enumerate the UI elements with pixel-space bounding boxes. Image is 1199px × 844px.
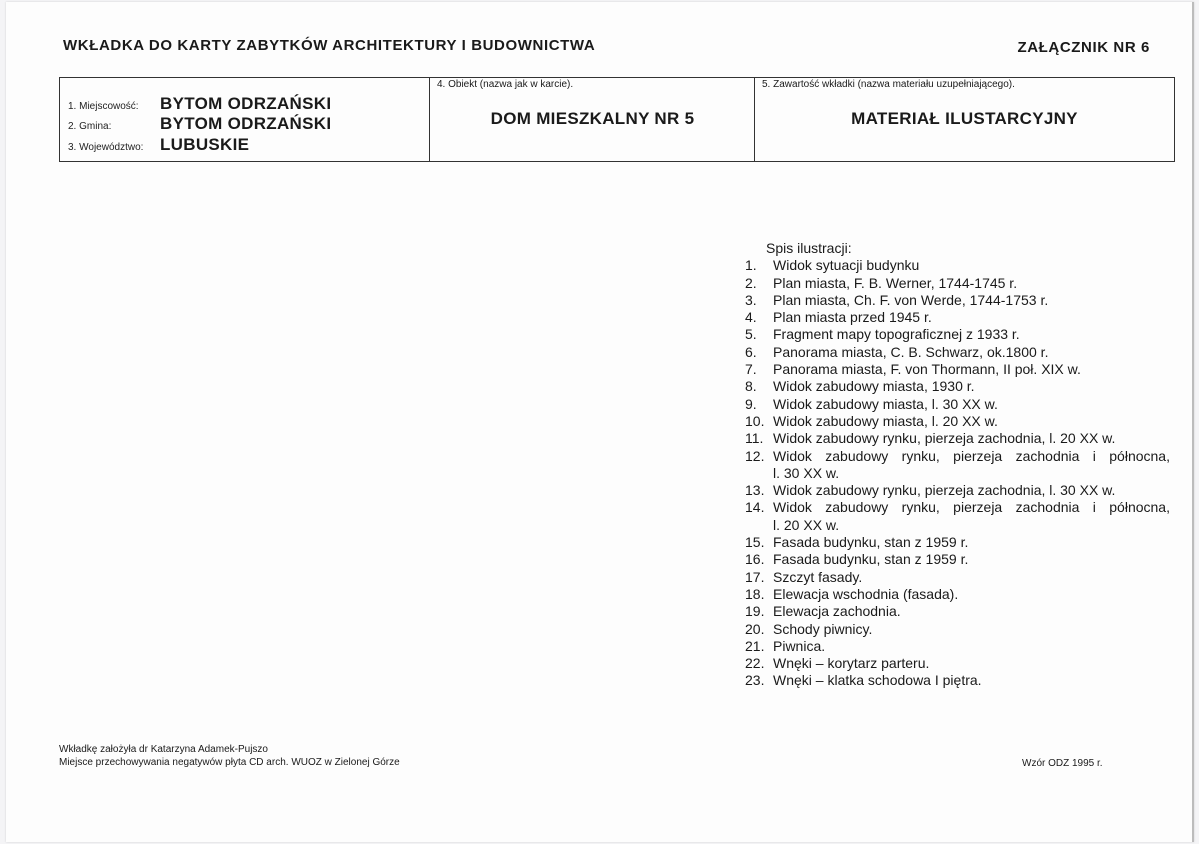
voivodeship-row (68, 135, 249, 155)
list-item (745, 448, 1170, 465)
list-item-text: Widok zabudowy miasta, 1930 r. (773, 378, 975, 395)
document-sheet (6, 2, 1194, 842)
document-title: WKŁADKA DO KARTY ZABYTKÓW ARCHITEKTURY I BUDOWNICTWA (63, 37, 596, 54)
locality-value: BYTOM ODRZAŃSKI (160, 94, 332, 113)
list-item (745, 551, 1170, 568)
list-item-number: 14. (745, 499, 765, 516)
list-item (745, 482, 1170, 499)
list-item (745, 655, 1170, 672)
list-item-number: 12. (745, 447, 765, 464)
commune-label: 2. Gmina: (68, 121, 112, 132)
illustrations-list (745, 240, 1170, 690)
annex-number: ZAŁĄCZNIK NR 6 (1017, 39, 1150, 56)
voivodeship-value: LUBUSKIE (160, 135, 250, 154)
list-item-text: Widok zabudowy rynku, pierzeja zachodnia, l. 30 XX w. (773, 482, 1116, 499)
list-item-text: Piwnica. (773, 637, 826, 654)
list-item-text: Wnęki – korytarz parteru. (773, 655, 930, 672)
list-item-text: Plan miasta przed 1945 r. (773, 309, 932, 326)
commune-value: BYTOM ODRZAŃSKI (160, 114, 332, 133)
list-item (745, 326, 1170, 343)
list-item-number: 1. (745, 257, 757, 274)
illustrations-heading: Spis ilustracji: (766, 240, 852, 256)
list-item-number: 13. (745, 482, 765, 499)
list-item-number: 7. (745, 361, 757, 378)
list-item-continuation: l. 20 XX w. (773, 516, 840, 533)
list-item-number: 8. (745, 378, 757, 395)
storage-note: Miejsce przechowywania negatywów płyta CD arch. WUOZ w Zielonej Górze (59, 757, 400, 768)
list-item-number: 21. (745, 637, 765, 654)
list-item (745, 292, 1170, 309)
list-item-text: Szczyt fasady. (773, 568, 863, 585)
voivodeship-label: 3. Województwo: (68, 142, 144, 153)
list-item-text: Elewacja wschodnia (fasada). (773, 585, 959, 602)
list-item (745, 621, 1170, 638)
list-item (745, 275, 1170, 292)
list-item-number: 6. (745, 343, 757, 360)
template-note: Wzór ODZ 1995 r. (1022, 758, 1103, 769)
list-item (745, 257, 1170, 274)
list-item-text: Widok sytuacji budynku (773, 257, 920, 274)
list-item-number: 19. (745, 603, 765, 620)
list-item-text: Elewacja zachodnia. (773, 603, 901, 620)
footer-notes (59, 743, 400, 769)
list-item-text: Panorama miasta, F. von Thormann, II poł. XIX w. (773, 361, 1081, 378)
object-cell (429, 78, 755, 161)
list-item-number: 5. (745, 326, 757, 343)
list-item-number: 17. (745, 568, 765, 585)
locality-label: 1. Miejscowość: (68, 101, 139, 112)
list-item-text: Widok zabudowy rynku, pierzeja zachodnia, l. 20 XX w. (773, 430, 1116, 447)
list-item (745, 603, 1170, 620)
contents-cell (754, 78, 1174, 161)
object-label: 4. Obiekt (nazwa jak w karcie). (437, 79, 574, 90)
list-item-number: 18. (745, 585, 765, 602)
list-item (745, 430, 1170, 447)
list-item-number: 2. (745, 274, 757, 291)
list-item-text: Plan miasta, Ch. F. von Werde, 1744-1753 r. (773, 291, 1049, 308)
list-item-text: Wnęki – klatka schodowa I piętra. (773, 672, 982, 689)
list-item (745, 534, 1170, 551)
list-item-number: 20. (745, 620, 765, 637)
object-value: DOM MIESZKALNY NR 5 (490, 109, 695, 128)
list-item-number: 3. (745, 291, 757, 308)
list-item-text: Plan miasta, F. B. Werner, 1744-1745 r. (773, 274, 1018, 291)
list-item-text: Widok zabudowy miasta, l. 20 XX w. (773, 412, 998, 429)
list-item-number: 16. (745, 551, 765, 568)
location-cell (60, 78, 429, 161)
list-item-number: 10. (745, 412, 765, 429)
list-item (745, 361, 1170, 378)
list-item (745, 499, 1170, 516)
list-item-number: 9. (745, 395, 757, 412)
list-item (745, 309, 1170, 326)
list-item (745, 638, 1170, 655)
list-item (745, 413, 1170, 430)
author-note: Wkładkę założyła dr Katarzyna Adamek-Pujszo (59, 744, 268, 755)
list-item-text: Fasada budynku, stan z 1959 r. (773, 534, 969, 551)
list-item (745, 569, 1170, 586)
list-item (745, 378, 1170, 395)
list-item (745, 396, 1170, 413)
list-item-text: Fragment mapy topograficznej z 1933 r. (773, 326, 1020, 343)
list-item-text: Panorama miasta, C. B. Schwarz, ok.1800 r. (773, 343, 1049, 360)
list-item-number: 15. (745, 534, 765, 551)
list-item-text: Schody piwnicy. (773, 620, 873, 637)
list-item-continuation: l. 30 XX w. (773, 464, 840, 481)
list-item-number: 11. (745, 430, 764, 447)
info-table (59, 77, 1175, 162)
list-item (745, 586, 1170, 603)
list-item-number: 22. (745, 655, 765, 672)
list-item-text: Widok zabudowy miasta, l. 30 XX w. (773, 395, 998, 412)
list-item-number: 23. (745, 672, 765, 689)
list-item-text: Fasada budynku, stan z 1959 r. (773, 551, 969, 568)
commune-row (68, 114, 331, 134)
contents-value: MATERIAŁ ILUSTARCYJNY (851, 109, 1078, 128)
list-item (745, 672, 1170, 689)
list-item-text: Widok zabudowy rynku, pierzeja zachodnia i północna, (773, 499, 1170, 516)
list-item-text: Widok zabudowy rynku, pierzeja zachodnia i północna, (773, 447, 1170, 464)
contents-label: 5. Zawartość wkładki (nazwa materiału uzupełniającego). (762, 79, 1015, 90)
list-item (745, 344, 1170, 361)
list-item-number: 4. (745, 309, 757, 326)
locality-row (68, 94, 331, 114)
